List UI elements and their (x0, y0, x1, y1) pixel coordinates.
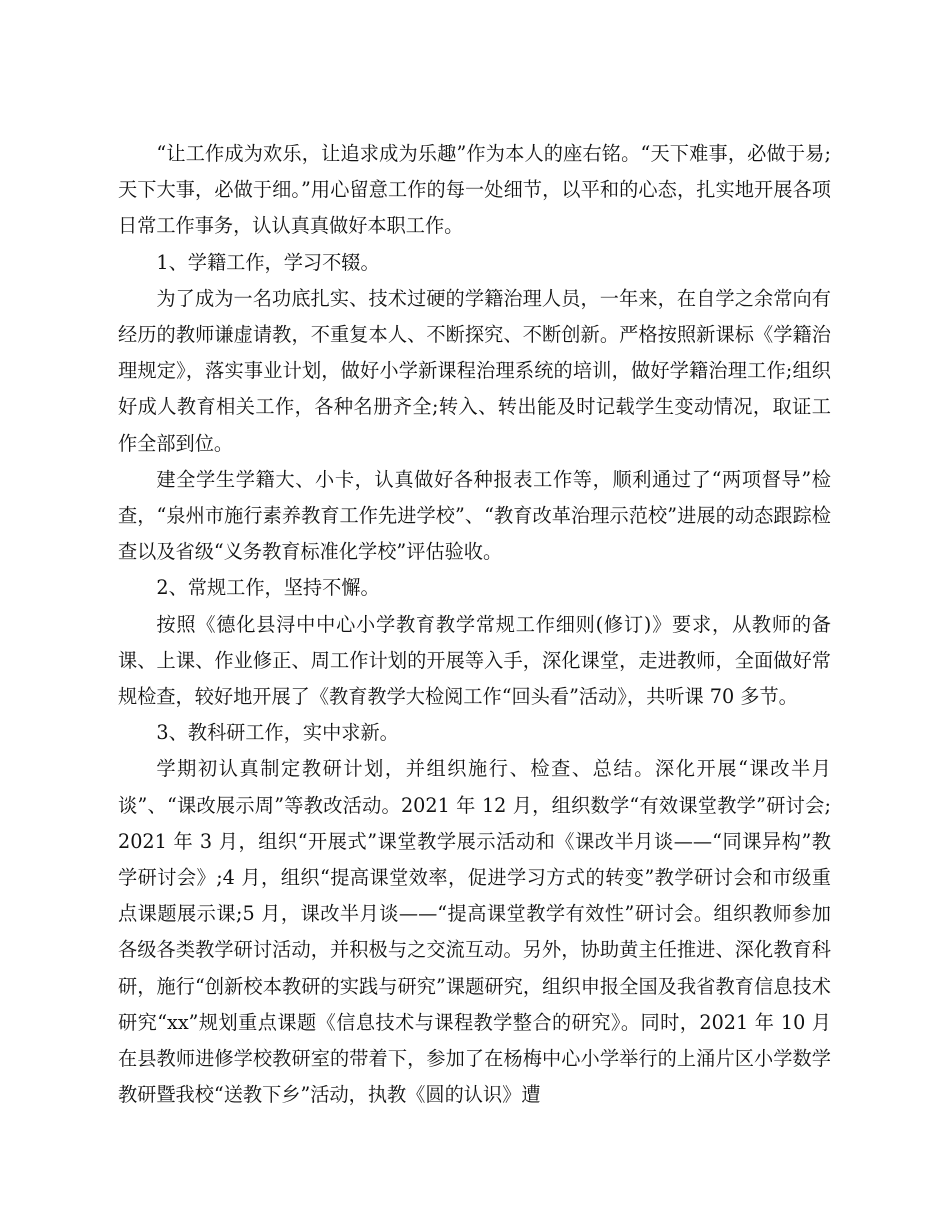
paragraph-student-records: 为了成为一名功底扎实、技术过硬的学籍治理人员，一年来，在自学之余常向有经历的教师谦虚请教，不重复本人、不断探究、不断创新。严格按照新课标《学籍治理规定》，落实事业计划，做好小学新课程治理系统的培训，做好学籍治理工作;组织好成人教育相关工作，各种名册齐全;转入、转出能及时记载学生变动情况，取证工作全部到位。 (118, 286, 831, 455)
heading-student-records: 1、学籍工作，学习不辍。 (156, 250, 380, 274)
paragraph-routine-work: 按照《德化县浔中中心小学教育教学常规工作细则(修订)》要求，从教师的备课、上课、作业修正、周工作计划的开展等入手，深化课堂，走进教师，全面做好常规检查，较好地开展了《教育教学大检阅工作“回头看”活动》，共听课 70 多节。 (118, 612, 831, 709)
document-page (118, 136, 831, 1113)
paragraph-motto: “让工作成为欢乐，让追求成为乐趣”作为本人的座右铭。“天下难事，必做于易;天下大事，必做于细。”用心留意工作的每一处细节，以平和的心态，扎实地开展各项日常工作事务，认认真真做好本职工作。 (118, 142, 831, 238)
paragraph-research-work: 学期初认真制定教研计划，并组织施行、检查、总结。深化开展“课改半月谈”、“课改展示周”等教改活动。2021 年 12 月，组织数学“有效课堂教学”研讨会;2021 年 3 月，组织“开展式”课堂教学展示活动和《课改半月谈——“同课异构”教学研讨会》;4 月，组织“提高课堂效率，促进学习方式的转变”教学研讨会和市级重点课题展示课;5 月，课改半月谈——“提高课堂教学有效性”研讨会。组织教师参加各级各类教学研讨活动，并积极与之交流互动。另外，协助黄主任推进、深化教育科研，施行“创新校本教研的实践与研究”课题研究，组织申报全国及我省教育信息技术研究“xx”规划重点课题《信息技术与课程教学整合的研究》。同时，2021 年 10 月在县教师进修学校教研室的带着下，参加了在杨梅中心小学举行的上涌片区小学数学教研暨我校“送教下乡”活动，执教《圆的认识》遭 (118, 757, 831, 1107)
paragraph-inspection: 建全学生学籍大、小卡，认真做好各种报表工作等，顺利通过了“两项督导”检查，“泉州市施行素养教育工作先进学校”、“教育改革治理示范校”进展的动态跟踪检查以及省级“义务教育标准化学校”评估验收。 (118, 467, 831, 564)
heading-research-work: 3、教科研工作，实中求新。 (156, 721, 399, 745)
heading-routine-work: 2、常规工作，坚持不懈。 (156, 576, 380, 600)
